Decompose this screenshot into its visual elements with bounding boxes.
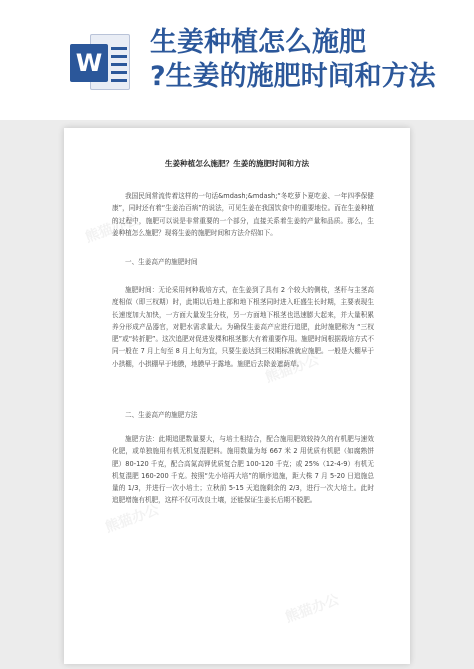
banner-title-line1: 生姜种植怎么施肥 [150, 27, 366, 58]
watermark: 熊猫办公 [103, 501, 162, 537]
header-banner [0, 0, 474, 120]
word-logo-tile: W [70, 44, 108, 82]
section-heading-1: 一、生姜高产的施肥时间 [125, 258, 198, 266]
intro-paragraph: 我国民间常流传着这样的一句话&mdash;&mdash;“冬吃萝卜夏吃姜、一年四季保健康”，同时还有着“生姜治百病”的说法，可见生姜在我国饮食中的重要地位。而在生姜种植的过程中，施肥可以说是非常重要的一个部分，直接关系着生姜的产量和品质。那么，生姜种植怎么施肥？现将生姜的施肥时间和方法介绍如下。 [112, 192, 374, 237]
section1-paragraph: 施肥时间：无论采用何种栽培方式，在生姜到了具有 2 个较大的侧枝，茎秆与主茎高度相似（即三杈期）时，此期以后地上部和地下根茎同时进入旺盛生长时期，主要表现生长速度加大加快，一方面大量发生分枝，另一方面地下根茎也迅速膨大起来，并大量积累养分形成产品器官，对肥水需求量大。为确保生姜高产应进行追肥，此时施肥称为 “三杈肥”或“转折肥”。这次追肥对促进发棵和根茎膨大有着重要作用。施肥时间根据栽培方式不同一般在 7 月上旬至 8 月上旬为宜，只要生姜达到三杈期标准就应施肥。一般是大棚早于小拱棚，小拱棚早于地膜，地膜早于露地。施肥后去除姜遮荫草。 [112, 286, 374, 368]
word-document-icon [70, 30, 132, 96]
document-title: 生姜种植怎么施肥？生姜的施肥时间和方法 [164, 159, 310, 168]
watermark: 熊猫办公 [83, 211, 142, 247]
document-page [64, 128, 410, 664]
section-heading-2: 二、生姜高产的施肥方法 [125, 411, 198, 419]
banner-title [150, 26, 470, 94]
section2-paragraph: 施肥方法：此期追肥数量要大，与培土相结合，配合施用肥效较持久的有机肥与速效化肥，或单独施用有机无机复混肥料。施用数量为每 667 米 2 用优质有机肥（如腐熟饼肥）80-120 千克，配合高氮高钾优质复合肥 100-120 千克；或 25%（12-4-9）有机无机复混肥 160-200 千克。按照“先小培再大培”的顺序追施，距大株 7 月 5-20 日追施总量的 1/3，并进行一次小培土；立秋前 5-15 天追施剩余的 2/3，进行一次大培土。此时追肥增施有机肥，这样不仅可改良土壤，还能保证生姜长后期不脱肥。 [112, 435, 374, 505]
watermark: 熊猫办公 [263, 351, 322, 387]
banner-title-line2: ?生姜的施肥时间和方法 [150, 61, 436, 92]
watermark: 熊猫办公 [283, 591, 342, 627]
